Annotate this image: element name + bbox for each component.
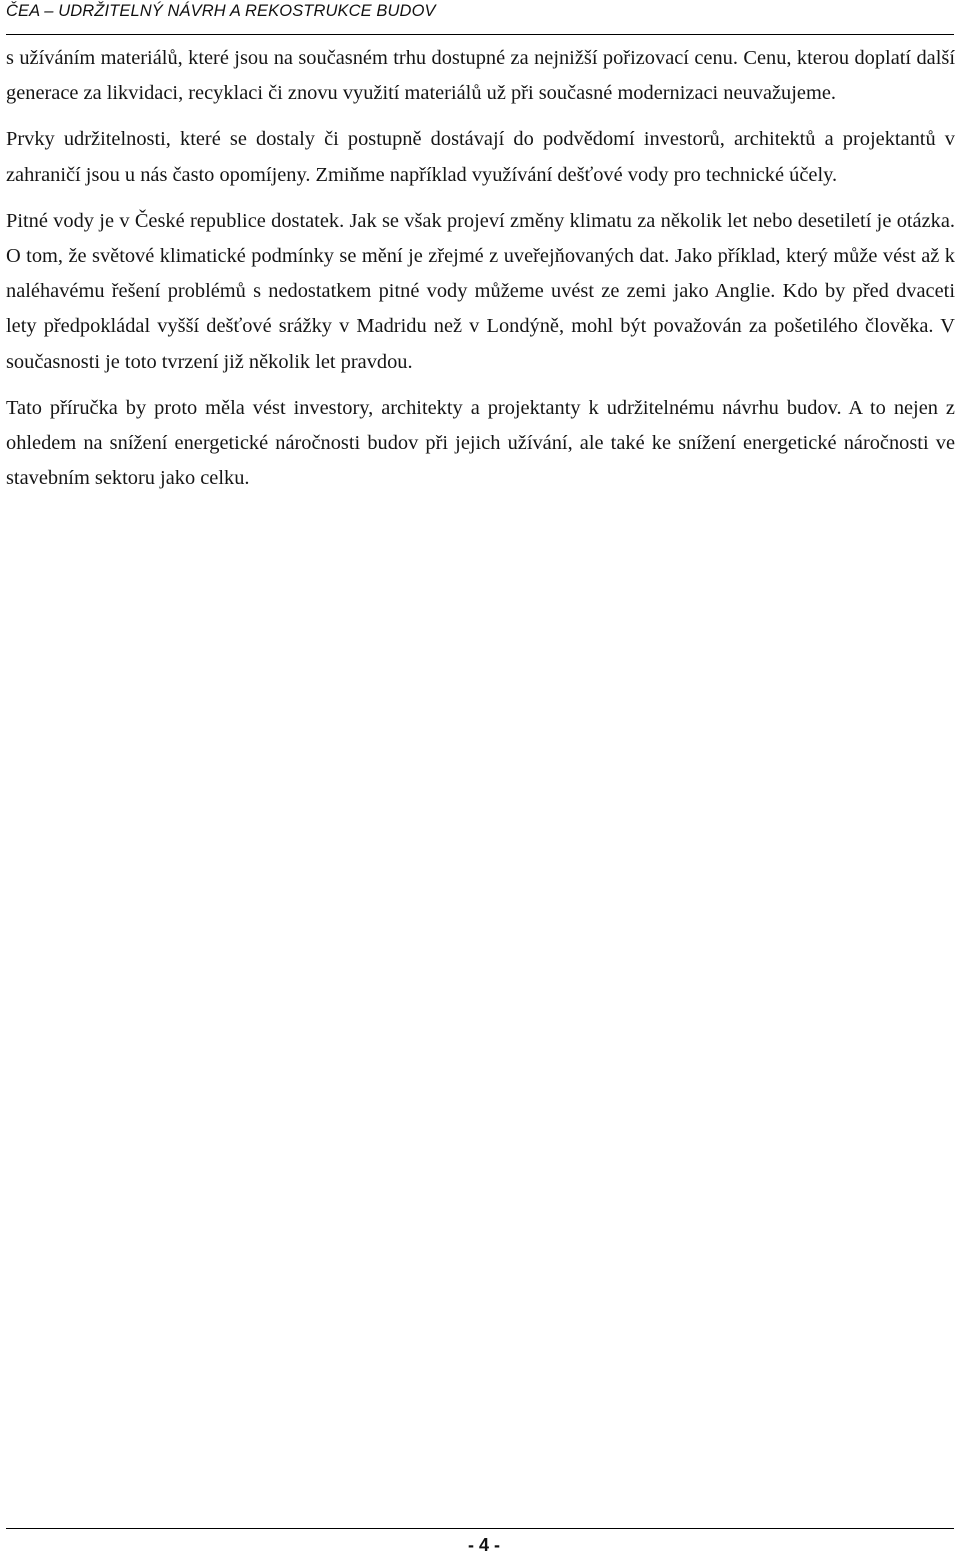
page-header — [6, 0, 954, 35]
paragraph-continuation: s užíváním materiálů, které jsou na současném trhu dostupné za nejnižší pořizovací cenu. Cenu, kterou doplatí další generace za likvidaci, recyklaci či znovu využití materiálů už při současné modernizaci neuvažujeme. — [6, 47, 955, 105]
page-footer — [6, 1528, 954, 1555]
running-header-title: ČEA – UDRŽITELNÝ NÁVRH A REKOSTRUKCE BUDOV — [6, 2, 436, 20]
paragraph-drinking-water: Pitné vody je v České republice dostatek. Jak se však projeví změny klimatu za několik let nebo desetiletí je otázka. O tom, že světové klimatické podmínky se mění je zřejmé z uveřejňovaných dat. Jako příklad, který může vést až k naléhavému řešení problémů s nedostatkem pitné vody můžeme uvést ze zemi jako Anglie. Kdo by před dvaceti lety předpokládal vyšší dešťové srážky v Madridu než v Londýně, mohl být považován za pošetilého člověka. V současnosti je toto tvrzení již několik let pravdou. — [6, 209, 955, 373]
paragraph-sustainability-elements: Prvky udržitelnosti, které se dostaly či postupně dostávají do podvědomí investorů, architektů a projektantů v zahraničí jsou u nás často opomíjeny. Zmiňme například využívání dešťové vody pro technické účely. — [6, 128, 955, 186]
paragraph-handbook-purpose: Tato příručka by proto měla vést investory, architekty a projektanty k udržitelnému návrhu budov. A to nejen z ohledem na snížení energetické náročnosti budov při jejich užívání, ale také ke snížení energetické náročnosti ve stavebním sektoru jako celku. — [6, 396, 955, 490]
page-number: - 4 - — [468, 1535, 501, 1555]
body-text — [6, 41, 955, 496]
